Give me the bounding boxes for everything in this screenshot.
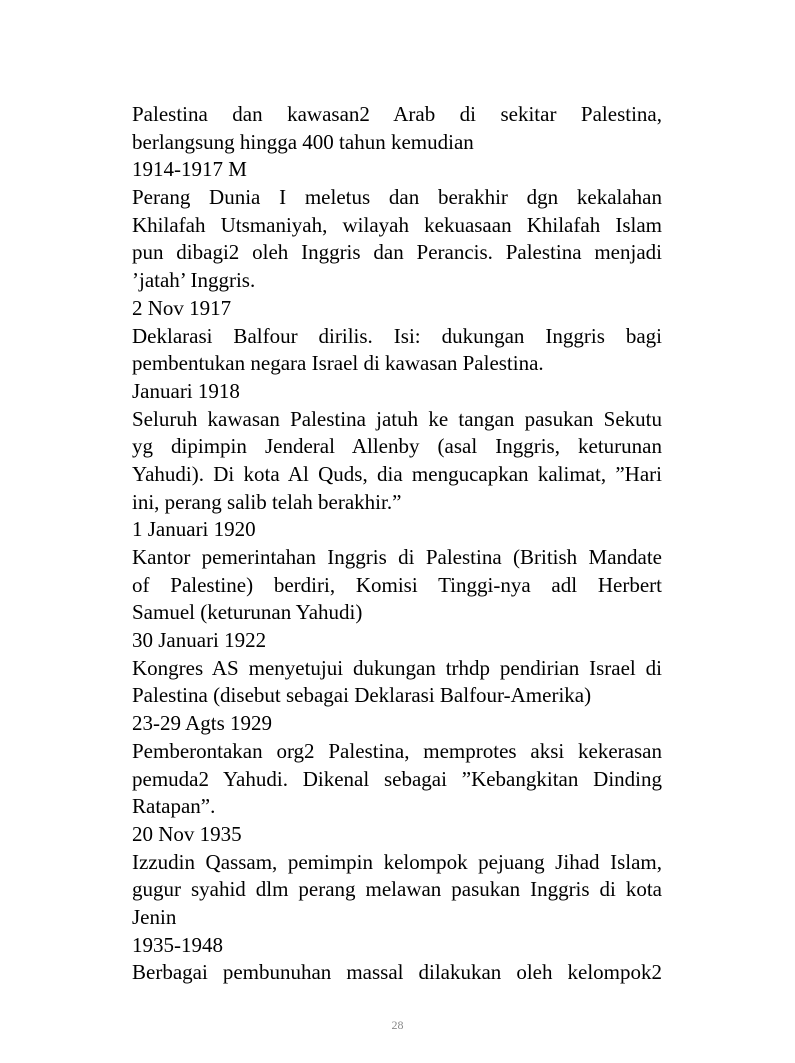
text-line: Khilafah Utsmaniyah, wilayah kekuasaan Khilafah Islam bbox=[132, 212, 662, 237]
text-line: Ratapan”. bbox=[132, 794, 216, 819]
text-line: 20 Nov 1935 bbox=[132, 821, 242, 846]
text-line: 23-29 Agts 1929 bbox=[132, 711, 273, 736]
text-line: pembentukan negara Israel di kawasan Palestina. bbox=[132, 351, 544, 376]
text-line: 1935-1948 bbox=[132, 932, 223, 957]
text-line: pun dibagi2 oleh Inggris dan Perancis. Palestina menjadi bbox=[132, 240, 662, 265]
text-line: pemuda2 Yahudi. Dikenal sebagai ”Kebangkitan Dinding bbox=[132, 766, 662, 791]
text-line: ini, perang salib telah berakhir.” bbox=[132, 489, 402, 514]
text-line: Seluruh kawasan Palestina jatuh ke tangan pasukan Sekutu bbox=[132, 406, 662, 431]
text-line: of Palestine) berdiri, Komisi Tinggi-nya adl Herbert bbox=[132, 572, 662, 597]
text-line: Kongres AS menyetujui dukungan trhdp pendirian Israel di bbox=[132, 655, 662, 680]
text-line: 30 Januari 1922 bbox=[132, 628, 267, 653]
text-line: Jenin bbox=[132, 904, 177, 929]
text-line: Palestina dan kawasan2 Arab di sekitar Palestina, bbox=[132, 102, 662, 126]
page-number: 28 bbox=[391, 1018, 404, 1032]
text-line: Deklarasi Balfour dirilis. Isi: dukungan Inggris bagi bbox=[132, 323, 662, 348]
text-line: Berbagai pembunuhan massal dilakukan oleh kelompok2 bbox=[132, 960, 662, 985]
text-line: Kantor pemerintahan Inggris di Palestina (British Mandate bbox=[132, 545, 662, 569]
text-line: 1 Januari 1920 bbox=[132, 517, 256, 542]
text-line: Pemberontakan org2 Palestina, memprotes aksi kekerasan bbox=[132, 738, 662, 763]
text-line: Yahudi). Di kota Al Quds, dia mengucapkan kalimat, ”Hari bbox=[132, 461, 662, 486]
text-line: Perang Dunia I meletus dan berakhir dgn kekalahan bbox=[132, 185, 662, 210]
page-body bbox=[132, 101, 662, 987]
text-line: yg dipimpin Jenderal Allenby (asal Inggris, keturunan bbox=[132, 434, 662, 459]
text-line: gugur syahid dlm perang melawan pasukan Inggris di kota bbox=[132, 877, 662, 902]
text-line: 1914-1917 M bbox=[132, 157, 247, 182]
text-line: berlangsung hingga 400 tahun kemudian bbox=[132, 129, 474, 154]
text-line: Samuel (keturunan Yahudi) bbox=[132, 600, 363, 625]
text-line: ’jatah’ Inggris. bbox=[132, 268, 256, 293]
text-line: Januari 1918 bbox=[132, 378, 240, 403]
text-line: Palestina (disebut sebagai Deklarasi Balfour-Amerika) bbox=[132, 683, 592, 708]
text-line: Izzudin Qassam, pemimpin kelompok pejuang Jihad Islam, bbox=[132, 849, 662, 874]
text-line: 2 Nov 1917 bbox=[132, 295, 232, 320]
